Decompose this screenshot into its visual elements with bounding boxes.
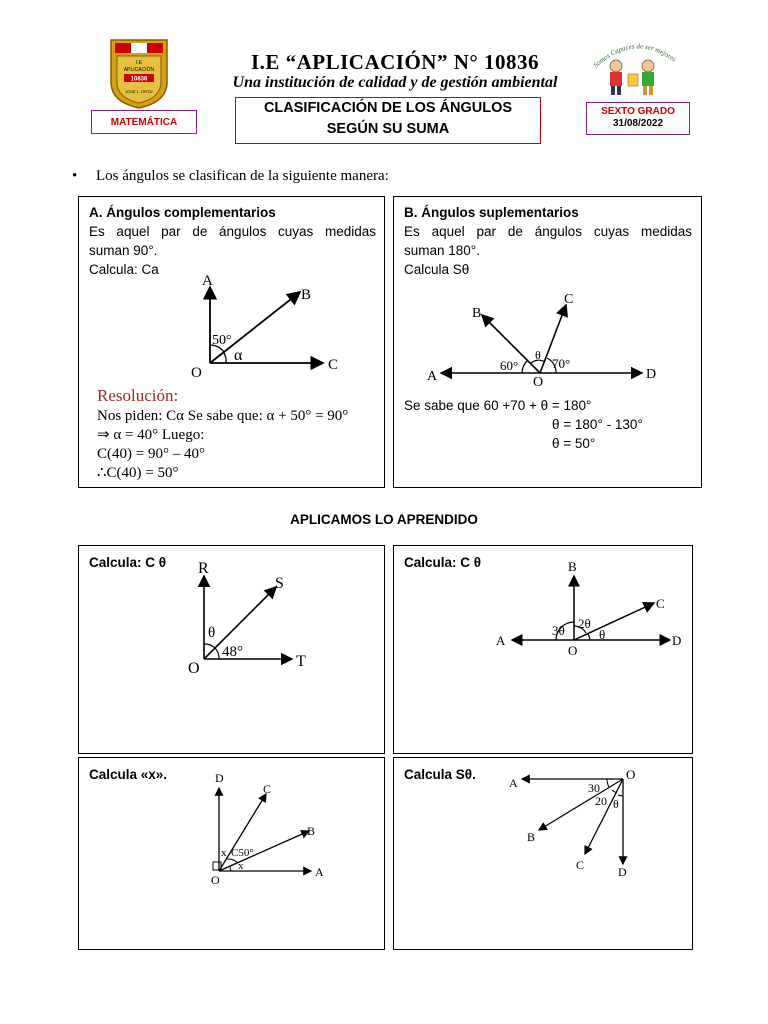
label-c50: C50° [231,847,254,859]
label-o: O [568,643,578,658]
exercise-1-box [78,545,385,754]
section-a-title: A. Ángulos complementarios [89,205,276,220]
complementary-angle-diagram [79,197,383,487]
topic-line-1: CLASIFICACIÓN DE LOS ÁNGULOS [263,100,513,116]
subject-badge: MATEMÁTICA [91,110,197,134]
logo-text-ie: I.E [135,60,143,66]
label-a: A [427,369,438,384]
label-theta: θ [535,348,541,362]
section-a-box [78,196,385,488]
topic-title-box [235,97,541,144]
label-b: B [527,830,536,844]
label-a: A [202,273,213,289]
section-a-line1: Es aquel par de ángulos cuyas medidas [89,224,376,239]
label-o: O [533,375,544,390]
exercise-1-diagram [79,546,383,752]
label-c: C [656,596,665,611]
label-o: O [188,660,200,677]
label-o: O [626,767,636,782]
school-motto: Una institución de calidad y de gestión ambiental [232,74,558,91]
section-b-line3: Calcula Sθ [404,262,470,277]
exercise-3-prompt: Calcula «x». [89,767,168,782]
label-o: O [211,873,220,887]
section-b-sol1: Se sabe que 60 +70 + θ = 180° [404,398,592,413]
label-angle-70: 70° [552,356,571,371]
resolution-title: Resolución: [97,386,179,405]
logo-right-motto: Somos Capaces de ser mejores [591,42,678,70]
label-theta: θ [599,627,606,642]
label-x-lower: x [238,860,244,872]
topic-line-2: SEGÚN SU SUMA [326,121,450,137]
exercise-2-prompt: Calcula: C θ [404,555,482,570]
section-b-line2: suman 180°. [404,243,480,258]
label-d: D [646,367,657,382]
practice-section-title: APLICAMOS LO APRENDIDO [290,512,478,527]
section-a-line3: Calcula: Ca [89,262,159,277]
label-c: C [328,357,339,373]
resolution-line1: Nos piden: Cα Se sabe que: α + 50° = 90° [97,408,349,424]
exercise-2-diagram [394,546,691,752]
exercise-2-box [393,545,693,754]
label-alpha: α [234,347,243,364]
label-a: A [496,633,506,648]
label-b: B [472,306,482,321]
label-theta: θ [613,797,619,811]
label-x-upper: x [221,847,227,859]
section-b-title: B. Ángulos suplementarios [404,205,579,220]
label-angle-60: 60° [500,358,519,373]
grade-date-box [586,102,690,135]
label-angle-48: 48° [222,644,243,660]
label-b: B [307,824,316,838]
section-b-line1: Es aquel par de ángulos cuyas medidas [404,224,692,239]
exercise-4-diagram [394,758,691,948]
label-o: O [191,365,202,381]
label-c: C [564,292,574,307]
section-b-sol3: θ = 50° [552,436,596,451]
label-d: D [672,633,682,648]
intro-text: Los ángulos se clasifican de la siguiente manera: [96,168,389,184]
exercise-3-diagram [79,758,383,948]
resolution-line4: ∴C(40) = 50° [97,465,179,481]
label-t: T [296,653,306,670]
school-name: I.E “APLICACIÓN” N° 10836 [250,50,540,74]
label-d: D [215,771,224,785]
label-2theta: 2θ [578,616,591,631]
exercise-1-prompt: Calcula: C θ [89,555,167,570]
label-a: A [509,776,518,790]
svg-text:Somos Capaces de ser mejores [592,42,678,69]
bullet-icon: • [72,168,78,184]
exercise-4-box [393,757,693,950]
label-c: C [263,782,272,796]
label-c: C [576,858,585,872]
label-a: A [315,865,324,879]
grade-label: SEXTO GRADO [601,106,675,117]
date-label: 31/08/2022 [612,118,664,129]
label-d: D [618,865,627,879]
kids-illustration [588,38,680,98]
resolution-line3: C(40) = 90° – 40° [97,446,205,462]
section-b-box [393,196,702,488]
resolution-line2: ⇒ α = 40° Luego: [97,427,205,443]
logo-text-name: APLICACIÓN [123,67,155,73]
supplementary-angle-diagram [394,197,700,487]
label-angle-50: 50° [212,333,232,348]
label-3theta: 3θ [552,623,565,638]
label-s: S [275,575,284,592]
section-b-sol2: θ = 180° - 130° [552,417,643,432]
logo-text-bottom: JOSÉ L. ORTIZ [125,89,153,94]
label-20: 20 [595,794,607,808]
exercise-4-prompt: Calcula Sθ. [404,767,476,782]
exercise-3-box [78,757,385,950]
label-r: R [198,560,209,577]
label-theta: θ [208,625,216,641]
section-a-line2: suman 90°. [89,243,158,258]
label-b: B [568,559,577,574]
logo-text-number: 10836 [130,76,148,83]
label-30: 30 [588,781,600,795]
school-logo [107,38,171,110]
intro-line [72,168,572,188]
label-b: B [301,287,312,303]
